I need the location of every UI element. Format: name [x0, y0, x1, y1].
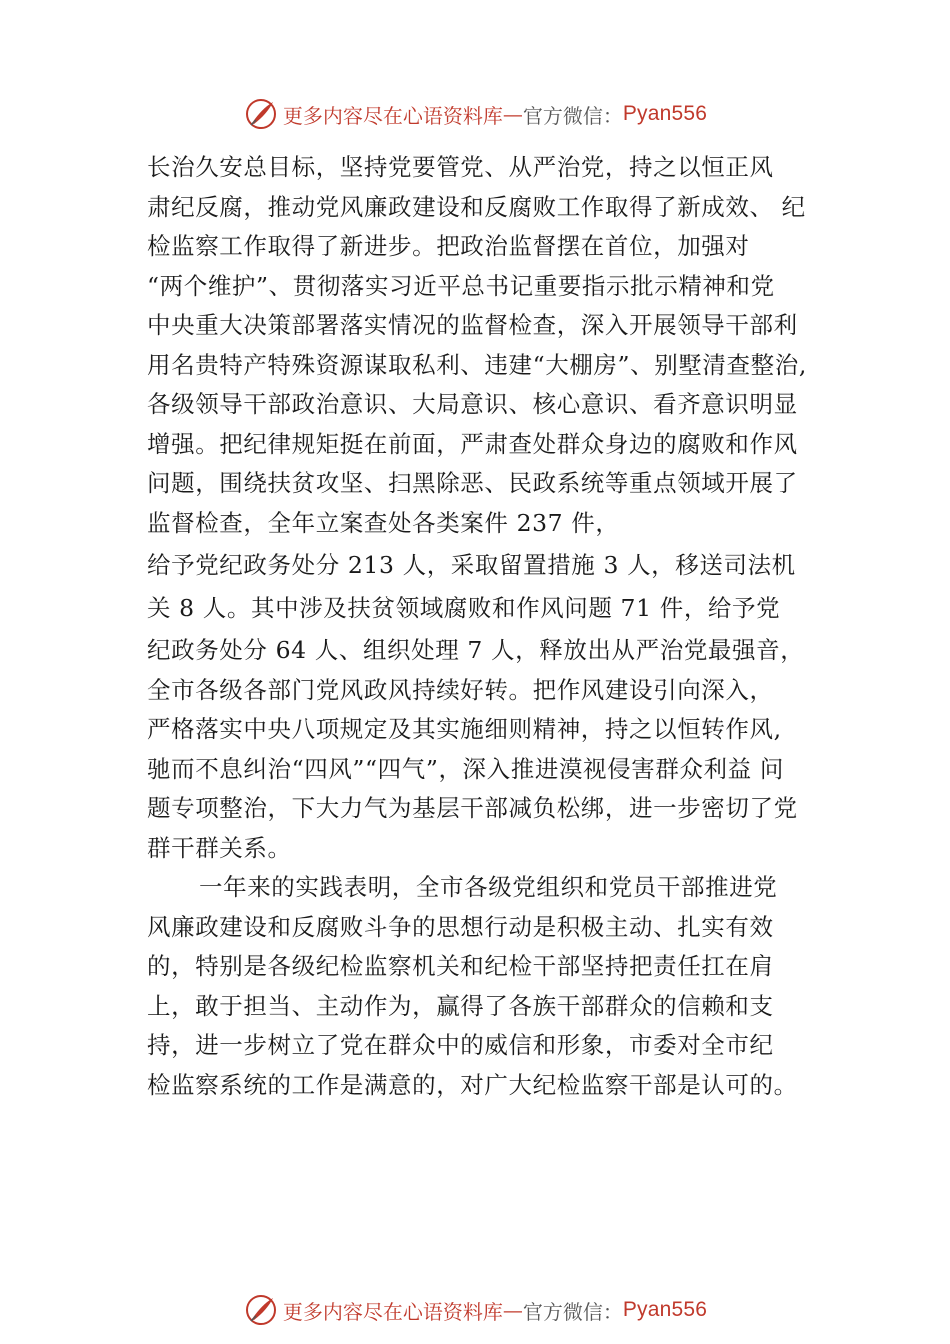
text-line: 中央重大决策部署落实情况的监督检查，深入开展领导干部利: [147, 311, 798, 339]
header-wechat-id: Pyan556: [622, 102, 708, 125]
quill-pen-icon: [243, 96, 279, 132]
text-line: 上，敢于担当、主动作为，赢得了各族干部群众的信赖和支: [147, 991, 774, 1020]
header-wechat-label: 官方微信：: [522, 103, 623, 128]
text-line: “两个维护”、贯彻落实习近平总书记重要指示批示精神和党: [147, 271, 775, 300]
footer-separator: —: [502, 1298, 523, 1322]
text-line: 严格落实中央八项规定及其实施细则精神，持之以恒转作风,: [147, 715, 782, 743]
text-line: 检监察系统的工作是满意的，对广大纪检监察干部是认可的。: [147, 1070, 798, 1099]
paragraph-first-line: 一年来的实践表明，全市各级党组织和党员干部推进党: [199, 873, 778, 901]
text-line: 肃纪反腐，推动党风廉政建设和反腐败工作取得了新成效、 纪: [147, 192, 806, 221]
footer-brand-text: 更多内容尽在心语资料库: [282, 1299, 503, 1324]
text-line: 各级领导干部政治意识、大局意识、核心意识、看齐意识明显: [147, 390, 798, 418]
text-line: 题专项整治，下大力气为基层干部减负松绑，进一步密切了党: [147, 794, 798, 822]
text-line: 驰而不息纠治“四风”“四气”，深入推进漠视侵害群众利益 问: [147, 754, 784, 783]
text-line: 持，进一步树立了党在群众中的威信和形象，市委对全市纪: [147, 1031, 774, 1059]
text-line: 监督检查，全年立案查处各类案件 237 件，: [147, 508, 620, 537]
text-line: 风廉政建设和反腐败斗争的思想行动是积极主动、扎实有效: [147, 912, 774, 941]
text-line: 给予党纪政务处分 213 人，采取留置措施 3 人，移送司法机: [147, 551, 796, 579]
text-line: 全市各级各部门党风政风持续好转。把作风建设引向深入，: [147, 675, 774, 704]
document-body: [147, 148, 831, 1105]
footer-wechat-id: Pyan556: [622, 1298, 708, 1321]
header-brand-text: 更多内容尽在心语资料库: [282, 103, 503, 128]
text-line: 纪政务处分 64 人、组织处理 7 人，释放出从严治党最强音，: [147, 636, 805, 664]
text-line: 群干群关系。: [147, 833, 292, 862]
text-line: 用名贵特产特殊资源谋取私利、违建“大棚房”、别墅清查整治,: [147, 350, 807, 379]
text-line: 增强。把纪律规矩挺在前面，严肃查处群众身边的腐败和作风: [147, 429, 798, 458]
footer-banner: [0, 1290, 950, 1330]
text-line: 长治久安总目标，坚持党要管党、从严治党，持之以恒正风: [147, 153, 774, 181]
footer-wechat-label: 官方微信：: [522, 1299, 623, 1324]
header-banner: [0, 94, 950, 134]
header-separator: —: [502, 102, 523, 126]
text-line: 关 8 人。其中涉及扶贫领域腐败和作风问题 71 件，给予党: [147, 593, 781, 622]
quill-pen-icon: [243, 1292, 279, 1328]
text-line: 的，特别是各级纪检监察机关和纪检干部坚持把责任扛在肩: [147, 952, 774, 980]
text-line: 检监察工作取得了新进步。把政治监督摆在首位，加强对: [147, 232, 750, 260]
text-line: 问题，围绕扶贫攻坚、扫黑除恶、民政系统等重点领域开展了: [147, 469, 798, 497]
